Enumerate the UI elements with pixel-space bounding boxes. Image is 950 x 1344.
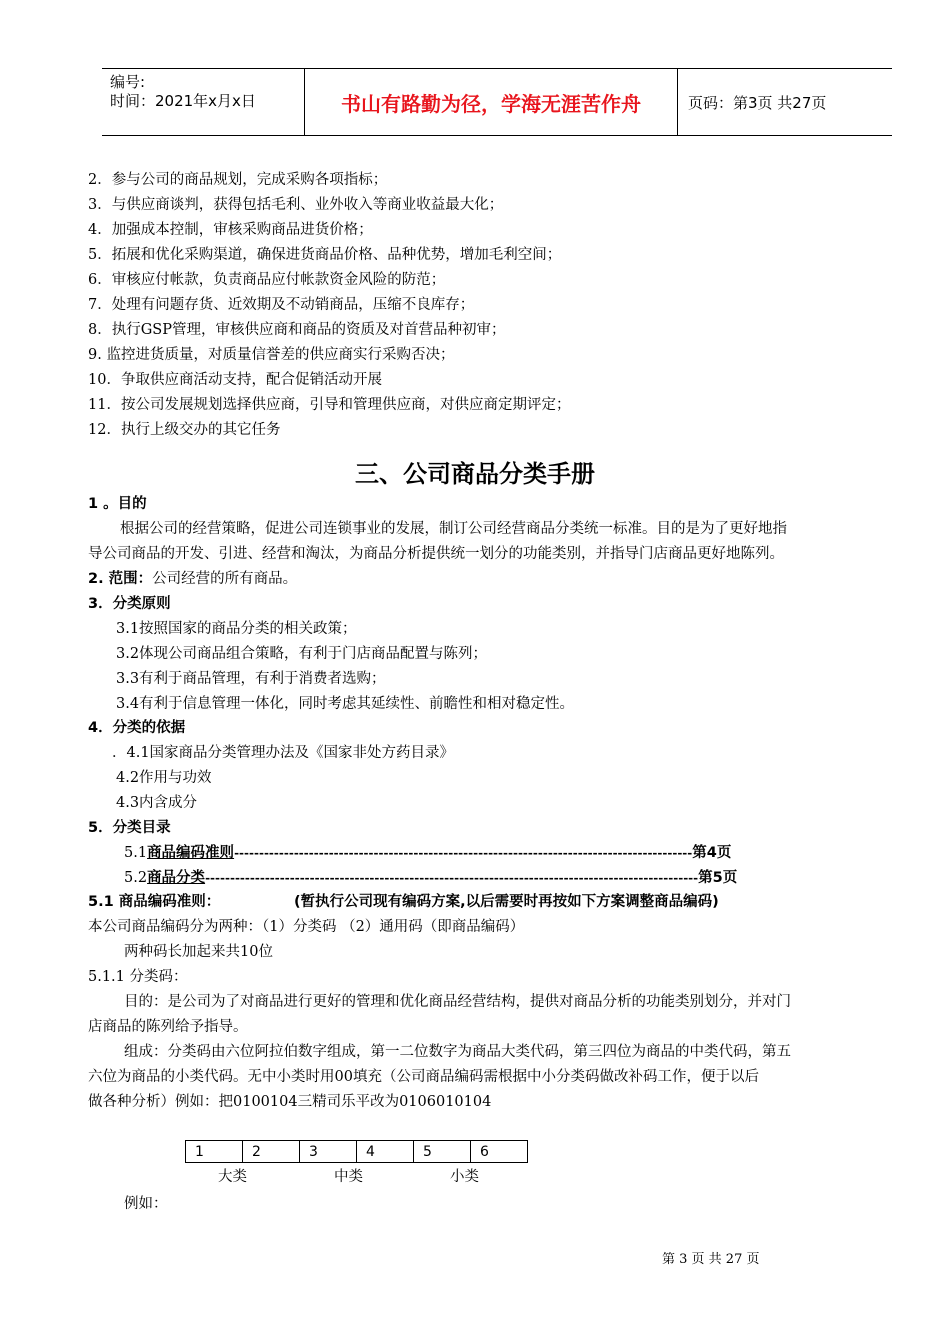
coding-note: (暂执行公司现有编码方案,以后需要时再按如下方案调整商品编码) [294, 894, 719, 910]
duty-item: 3．与供应商谈判，获得包括毛利、业外收入等商业收益最大化； [88, 197, 504, 213]
page-footer: 第 3 页 共 27 页 [662, 1252, 760, 1267]
basis-heading: 4．分类的依据 [88, 720, 186, 736]
header-bottom-rule [102, 135, 892, 136]
header-number-label: 编号: [110, 73, 146, 91]
duty-item: 9. 监控进货质量，对质量信誉差的供应商实行采购否决； [88, 347, 455, 363]
duty-item: 5．拓展和优化采购渠道，确保进货商品价格、品种优势，增加毛利空间； [88, 247, 562, 263]
toc-entry-leader: -------------------------------------------------------------------------------------------- [234, 846, 693, 860]
digit-cell: 3 [300, 1141, 357, 1163]
digit-cell: 4 [357, 1141, 414, 1163]
toc-entry[interactable] [124, 866, 737, 891]
duty-item: 7．处理有问题存货、近效期及不动销商品，压缩不良库存； [88, 297, 475, 313]
duty-item: 11．按公司发展规划选择供应商，引导和管理供应商，对供应商定期评定； [88, 397, 571, 413]
duty-item: 4．加强成本控制，审核采购商品进货价格； [88, 222, 373, 238]
header-page-info: 页码：第3页 共27页 [688, 94, 827, 112]
digit-group-label: 小类 [450, 1169, 479, 1185]
basis-item: 4.2作用与功效 [116, 770, 212, 786]
digit-cell: 5 [414, 1141, 471, 1163]
duty-item: 2．参与公司的商品规划，完成采购各项指标； [88, 172, 388, 188]
principle-item: 3.1按照国家的商品分类的相关政策； [116, 621, 357, 637]
coding-compose-line: 做各种分析）例如：把0100104三精司乐平改为0106010104 [88, 1094, 492, 1110]
purpose-text-line: 根据公司的经营策略，促进公司连锁事业的发展，制订公司经营商品分类统一标准。目的是为了更好地指 [120, 521, 787, 537]
toc-entry-title[interactable]: 商品分类 [147, 870, 206, 886]
toc-entry[interactable] [124, 841, 731, 866]
principle-item: 3.4有利于信息管理一体化，同时考虑其延续性、前瞻性和相对稳定性。 [116, 696, 575, 712]
coding-heading: 5.1 商品编码准则： [88, 894, 221, 910]
scope-text: 公司经营的所有商品。 [152, 571, 298, 587]
coding-length: 两种码长加起来共10位 [124, 944, 273, 960]
digit-group-label: 大类 [218, 1169, 247, 1185]
toc-entry-page: 第5页 [698, 870, 738, 886]
toc-entry-title[interactable]: 商品编码准则 [147, 845, 235, 861]
principles-heading: 3．分类原则 [88, 596, 171, 612]
header-divider-right [677, 68, 678, 135]
duty-item: 12．执行上级交办的其它任务 [88, 422, 281, 438]
scope-heading: 2. 范围： [88, 571, 153, 587]
purpose-text-line: 导公司商品的开发、引进、经营和淘汰，为商品分析提供统一划分的功能类别，并指导门店商品更好地陈列。 [88, 546, 784, 562]
coding-purpose-line: 店商品的陈列给予指导。 [88, 1019, 248, 1035]
basis-item: 4.3内含成分 [116, 795, 198, 811]
toc-entry-number: 5.2 [124, 870, 148, 886]
toc-entry-page: 第4页 [692, 845, 732, 861]
principle-item: 3.3有利于商品管理，有利于消费者选购； [116, 671, 386, 687]
coding-two-types: 本公司商品编码分为两种：（1）分类码 （2）通用码（即商品编码） [88, 919, 525, 935]
coding-sub-heading: 5.1.1 分类码： [88, 969, 188, 985]
digit-cell: 6 [471, 1141, 528, 1163]
scope-line [88, 567, 297, 592]
principle-item: 3.2体现公司商品组合策略，有利于门店商品配置与陈列； [116, 646, 488, 662]
toc-heading: 5．分类目录 [88, 820, 171, 836]
section-title: 三、公司商品分类手册 [355, 460, 595, 488]
header-top-rule [102, 68, 892, 69]
coding-compose-line: 组成：分类码由六位阿拉伯数字组成，第一二位数字为商品大类代码，第三四位为商品的中类代码，第五 [124, 1044, 791, 1060]
coding-purpose-line: 目的：是公司为了对商品进行更好的管理和优化商品经营结构，提供对商品分析的功能类别划分，并对门 [124, 994, 791, 1010]
digit-group-label: 中类 [334, 1169, 363, 1185]
digit-table [185, 1140, 528, 1163]
coding-compose-line: 六位为商品的小类代码。无中小类时用00填充（公司商品编码需根据中小分类码做改补码工作，便于以后 [88, 1069, 759, 1085]
digit-cell: 2 [243, 1141, 300, 1163]
purpose-heading: 1 。目的 [88, 496, 147, 512]
example-label: 例如： [124, 1196, 168, 1212]
digit-cell: 1 [186, 1141, 243, 1163]
header-time: 时间：2021年x月x日 [110, 92, 256, 110]
duty-item: 10．争取供应商活动支持，配合促销活动开展 [88, 372, 382, 388]
header-motto: 书山有路勤为径，学海无涯苦作舟 [341, 92, 641, 116]
duty-item: 8．执行GSP管理，审核供应商和商品的资质及对首营品种初审； [88, 322, 506, 338]
basis-item: ．4.1国家商品分类管理办法及《国家非处方药目录》 [112, 745, 455, 761]
duty-item: 6．审核应付帐款，负责商品应付帐款资金风险的防范； [88, 272, 446, 288]
toc-entry-leader: --------------------------------------------------------------------------------------------------- [205, 871, 699, 885]
toc-entry-number: 5.1 [124, 845, 148, 861]
